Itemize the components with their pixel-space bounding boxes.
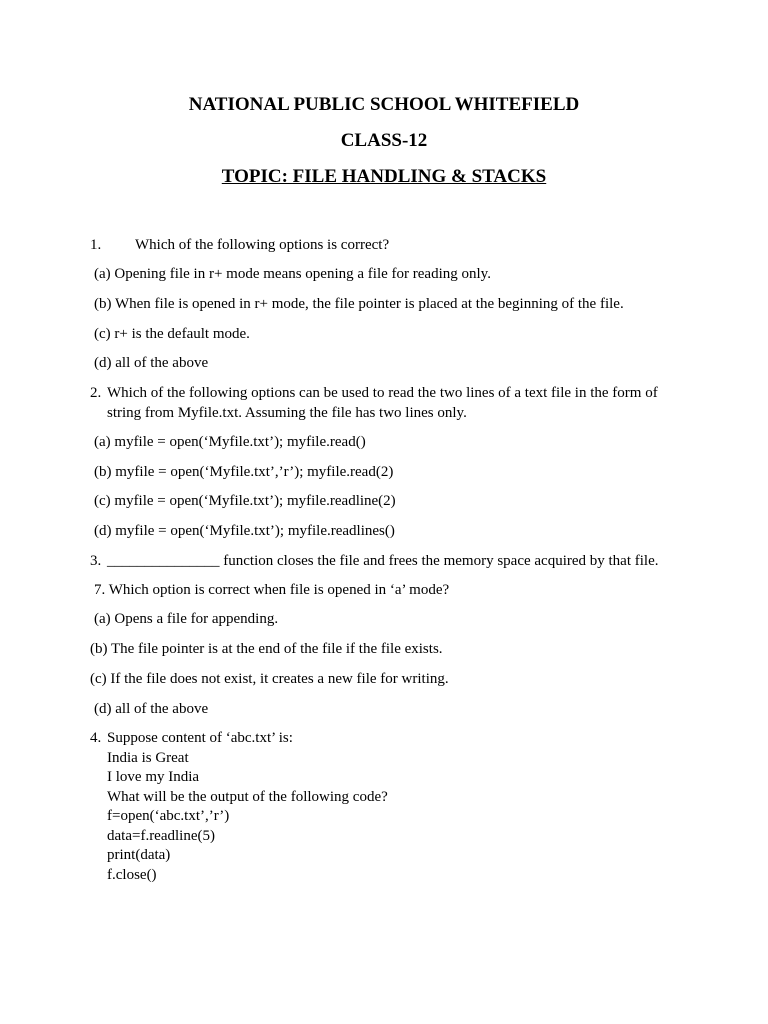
question-3-number: 3.: [90, 553, 102, 569]
question-7-option-d: (d) all of the above: [94, 701, 209, 717]
question-3: [90, 552, 659, 572]
question-4-line: What will be the output of the following code?: [107, 788, 388, 805]
question-4-code-line: print(data): [107, 847, 171, 863]
question-2-option-d: (d) myfile = open(‘Myfile.txt’); myfile.readlines(): [94, 523, 395, 539]
question-1-number: 1.: [90, 237, 102, 253]
question-2-text-line-2: string from Myfile.txt. Assuming the file has two lines only.: [107, 404, 467, 421]
question-2-option-c: (c) myfile = open(‘Myfile.txt’); myfile.readline(2): [94, 493, 396, 509]
question-2-option-a: (a) myfile = open(‘Myfile.txt’); myfile.read(): [94, 434, 366, 450]
question-7-text: 7. Which option is correct when file is opened in ‘a’ mode?: [94, 582, 450, 598]
question-1-option-c: (c) r+ is the default mode.: [94, 326, 250, 342]
question-2-text: [107, 384, 658, 423]
class-title: CLASS-12: [340, 130, 428, 151]
question-2-text-line-1: Which of the following options can be used to read the two lines of a text file in the form of: [107, 385, 658, 401]
question-2-number: 2.: [90, 385, 102, 401]
school-title: NATIONAL PUBLIC SCHOOL WHITEFIELD: [188, 94, 580, 115]
question-4-code-line: f.close(): [107, 866, 157, 883]
question-4-line: Suppose content of ‘abc.txt’ is:: [107, 730, 293, 746]
question-4-body: [107, 729, 388, 885]
question-3-text: _______________ function closes the file and frees the memory space acquired by that file.: [107, 553, 659, 569]
topic-title: TOPIC: FILE HANDLING & STACKS: [221, 166, 547, 187]
question-2-option-b: (b) myfile = open(‘Myfile.txt’,’r’); myfile.read(2): [94, 464, 394, 480]
question-1-option-a: (a) Opening file in r+ mode means opening a file for reading only.: [94, 266, 491, 282]
question-1-option-b: (b) When file is opened in r+ mode, the file pointer is placed at the beginning of the file.: [94, 296, 624, 312]
question-1-option-d: (d) all of the above: [94, 355, 209, 371]
question-4-number: 4.: [90, 730, 102, 746]
question-7-option-b: (b) The file pointer is at the end of the file if the file exists.: [90, 641, 443, 657]
question-4-code-line: data=f.readline(5): [107, 827, 215, 844]
question-4-line: I love my India: [107, 769, 200, 785]
question-7-option-a: (a) Opens a file for appending.: [94, 611, 279, 627]
question-7-option-c: (c) If the file does not exist, it creates a new file for writing.: [90, 671, 449, 687]
question-4-line: India is Great: [107, 749, 189, 766]
question-1-text: Which of the following options is correct?: [135, 237, 390, 253]
question-1: [90, 236, 389, 256]
question-4-code-line: f=open(‘abc.txt’,’r’): [107, 808, 230, 824]
